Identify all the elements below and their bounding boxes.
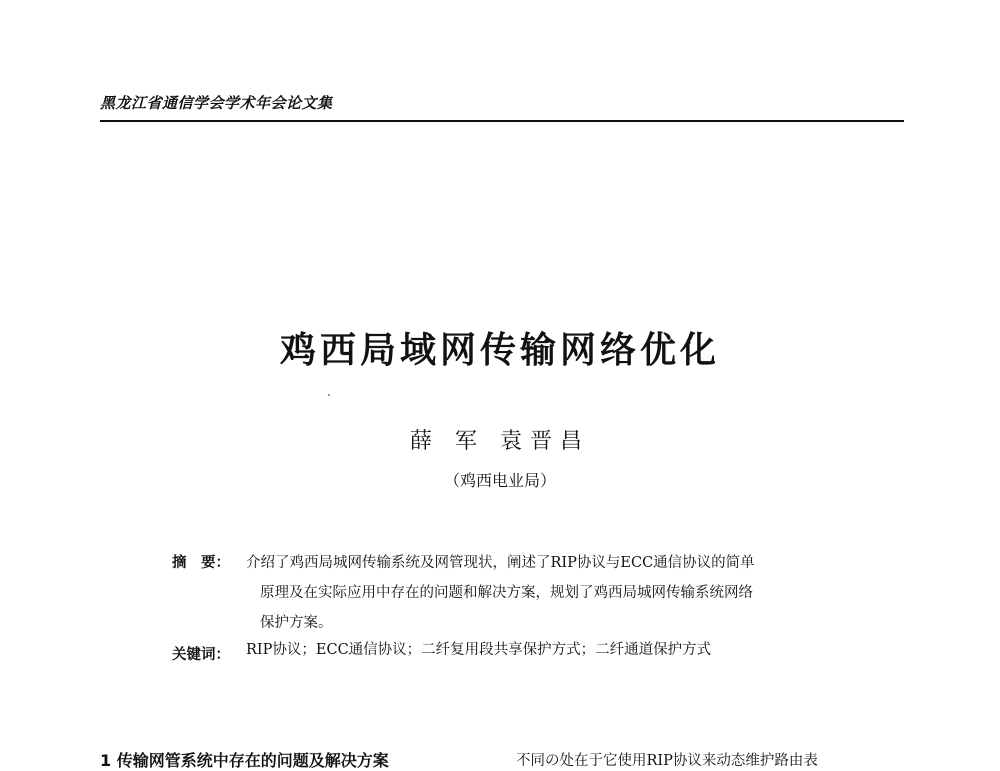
header-divider [100,120,904,122]
abstract-line: 原理及在实际应用中存在的问题和解决方案，规划了鸡西局城网传输系统网络 [260,585,753,601]
body-text-fragment: 不同の处在于它使用RIP协议来动态维护路由表 [516,753,818,769]
running-header: 黑龙江省通信学会学术年会论文集 [100,94,333,112]
authors: 薛 军 袁晋昌 [410,429,590,454]
abstract-label: 摘 要： [172,555,230,571]
affiliation: （鸡西电业局） [443,471,556,490]
paper-title: 鸡西局域网传输网络优化 [279,329,720,371]
keywords-text: RIP协议；ECC通信协议；二纤复用段共享保护方式；二纤通道保护方式 [246,642,712,658]
abstract-line: 保护方案。 [260,615,333,631]
keywords-label: 关键词： [172,647,230,663]
abstract-text [246,548,866,638]
scan-speck [328,394,330,396]
abstract-line: 介绍了鸡西局城网传输系统及网管现状，阐述了RIP协议与ECC通信协议的简单 [246,555,755,571]
section-heading: 1 传输网管系统中存在的问题及解决方案 [100,751,389,770]
